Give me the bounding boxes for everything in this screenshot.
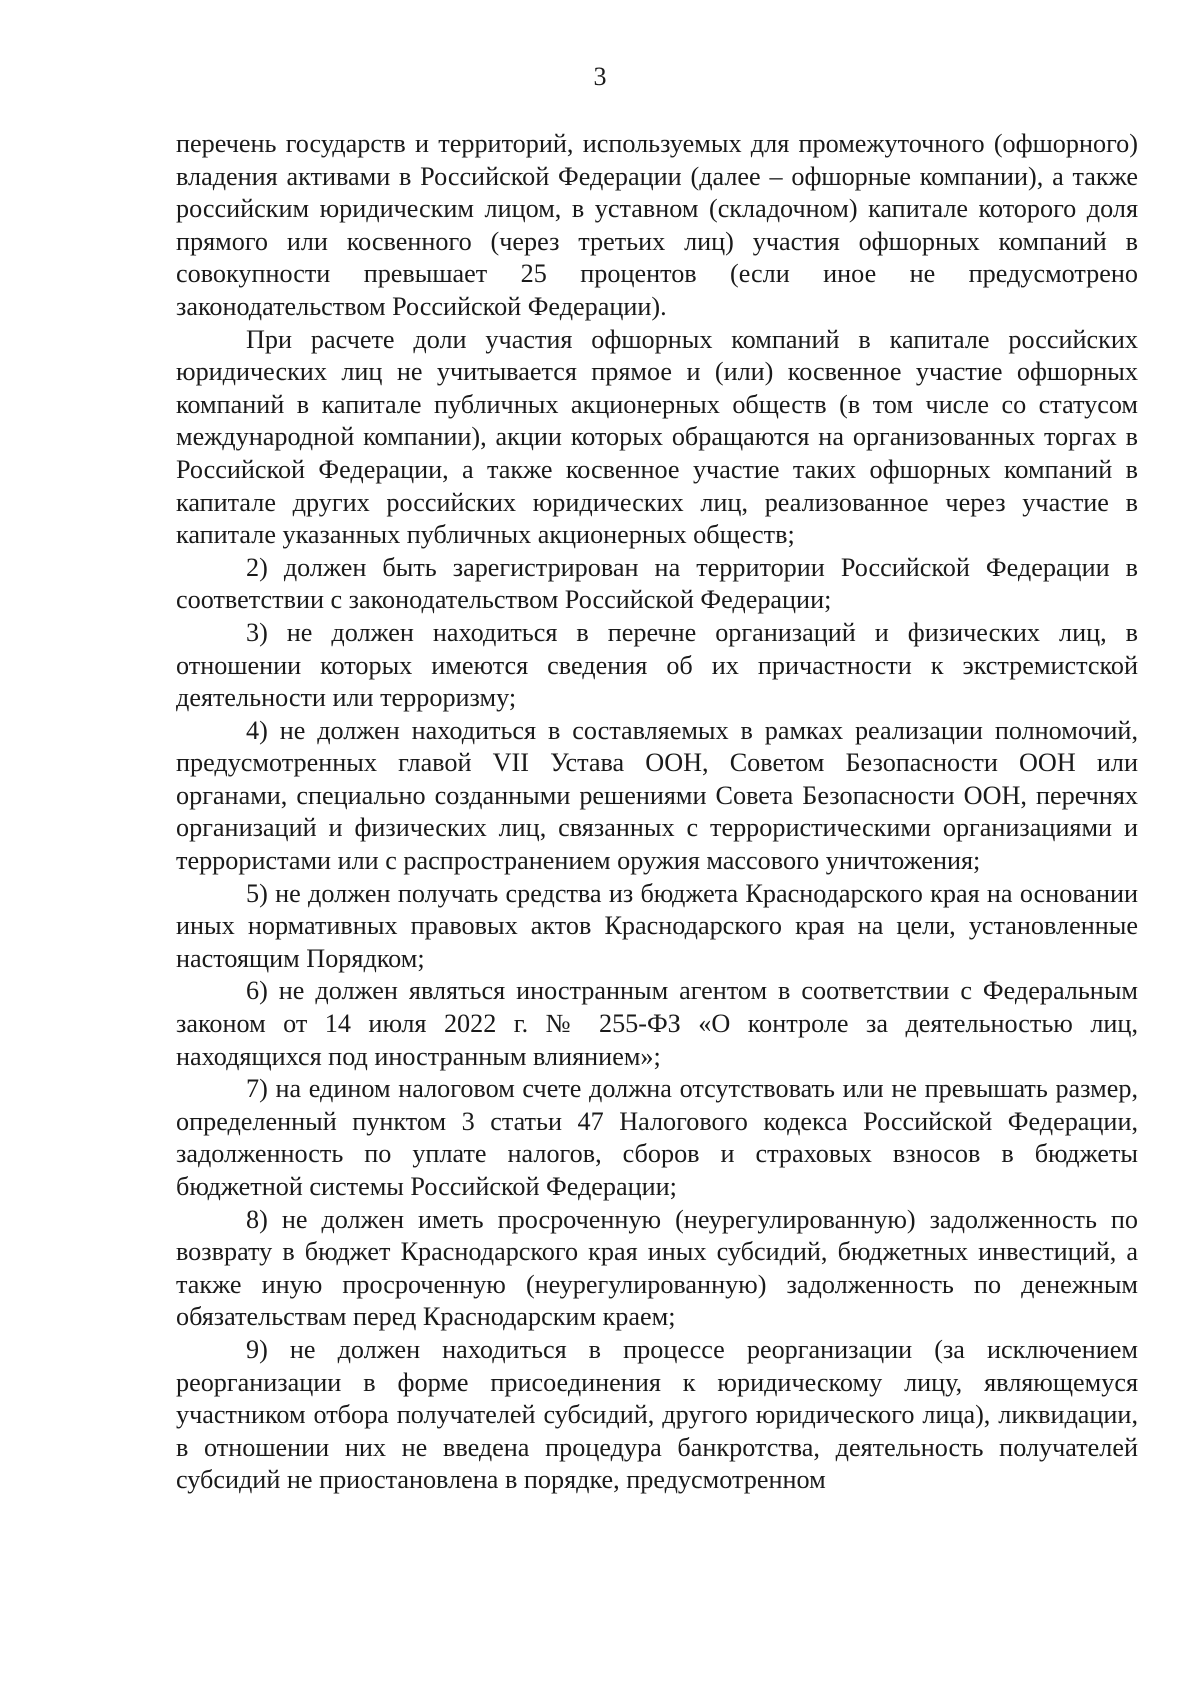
paragraph-item-3: 3) не должен находиться в перечне организаций и физических лиц, в отношении которых имеются сведения об их причастности к экстремистской деятельности или терроризму;	[176, 617, 1138, 713]
document-body	[176, 128, 1138, 1497]
paragraph-item-8: 8) не должен иметь просроченную (неурегулированную) задолженность по возврату в бюджет Краснодарского края иных субсидий, бюджетных инвестиций, а также иную просроченную (неурегулированную) задолженность по денежным обязательствам перед Краснодарским краем;	[176, 1204, 1138, 1332]
paragraph-item-7: 7) на едином налоговом счете должна отсутствовать или не превышать размер, определенный пунктом 3 статьи 47 Налогового кодекса Российской Федерации, задолженность по уплате налогов, сборов и страховых взносов в бюджеты бюджетной системы Российской Федерации;	[176, 1074, 1138, 1201]
page-number: 3	[593, 62, 607, 91]
paragraph-item-4: 4) не должен находиться в составляемых в рамках реализации полномочий, предусмотренных главой VII Устава ООН, Советом Безопасности ООН или органами, специально созданными решениями Совета Безопасности ООН, перечнях организаций и физических лиц, связанных с террористическими организациями и террористами или с распространением оружия массового уничтожения;	[176, 715, 1138, 876]
paragraph-item-5: 5) не должен получать средства из бюджета Краснодарского края на основании иных нормативных правовых актов Краснодарского края на цели, установленные настоящим Порядком;	[176, 878, 1138, 973]
paragraph-offshore-calculation: При расчете доли участия офшорных компаний в капитале российских юридических лиц не учитывается прямое и (или) косвенное участие офшорных компаний в капитале публичных акционерных обществ (в том числе со статусом международной компании), акции которых обращаются на организованных торгах в Российской Федерации, а также косвенное участие таких офшорных компаний в капитале других российских юридических лиц, реализованное через участие в капитале указанных публичных акционерных обществ;	[176, 324, 1138, 550]
paragraph-offshore-continuation: перечень государств и территорий, используемых для промежуточного (офшорного) владения активами в Российской Федерации (далее – офшорные компании), а также российским юридическим лицом, в уставном (складочном) капитале которого доля прямого или косвенного (через третьих лиц) участия офшорных компаний в совокупности превышает 25 процентов (если иное не предусмотрено законодательством Российской Федерации).	[176, 129, 1138, 321]
paragraph-item-9: 9) не должен находиться в процессе реорганизации (за исключением реорганизации в форме присоединения к юридическому лицу, являющемуся участником отбора получателей субсидий, другого юридического лица), ликвидации, в отношении них не введена процедура банкротства, деятельность получателей субсидий не приостановлена в порядке, предусмотренном	[176, 1334, 1138, 1495]
paragraph-item-6: 6) не должен являться иностранным агентом в соответствии с Федеральным законом от 14 июля 2022 г. № 255-ФЗ «О контроле за деятельностью лиц, находящихся под иностранным влиянием»;	[176, 976, 1138, 1071]
paragraph-item-2: 2) должен быть зарегистрирован на территории Российской Федерации в соответствии с законодательством Российской Федерации;	[176, 552, 1138, 615]
